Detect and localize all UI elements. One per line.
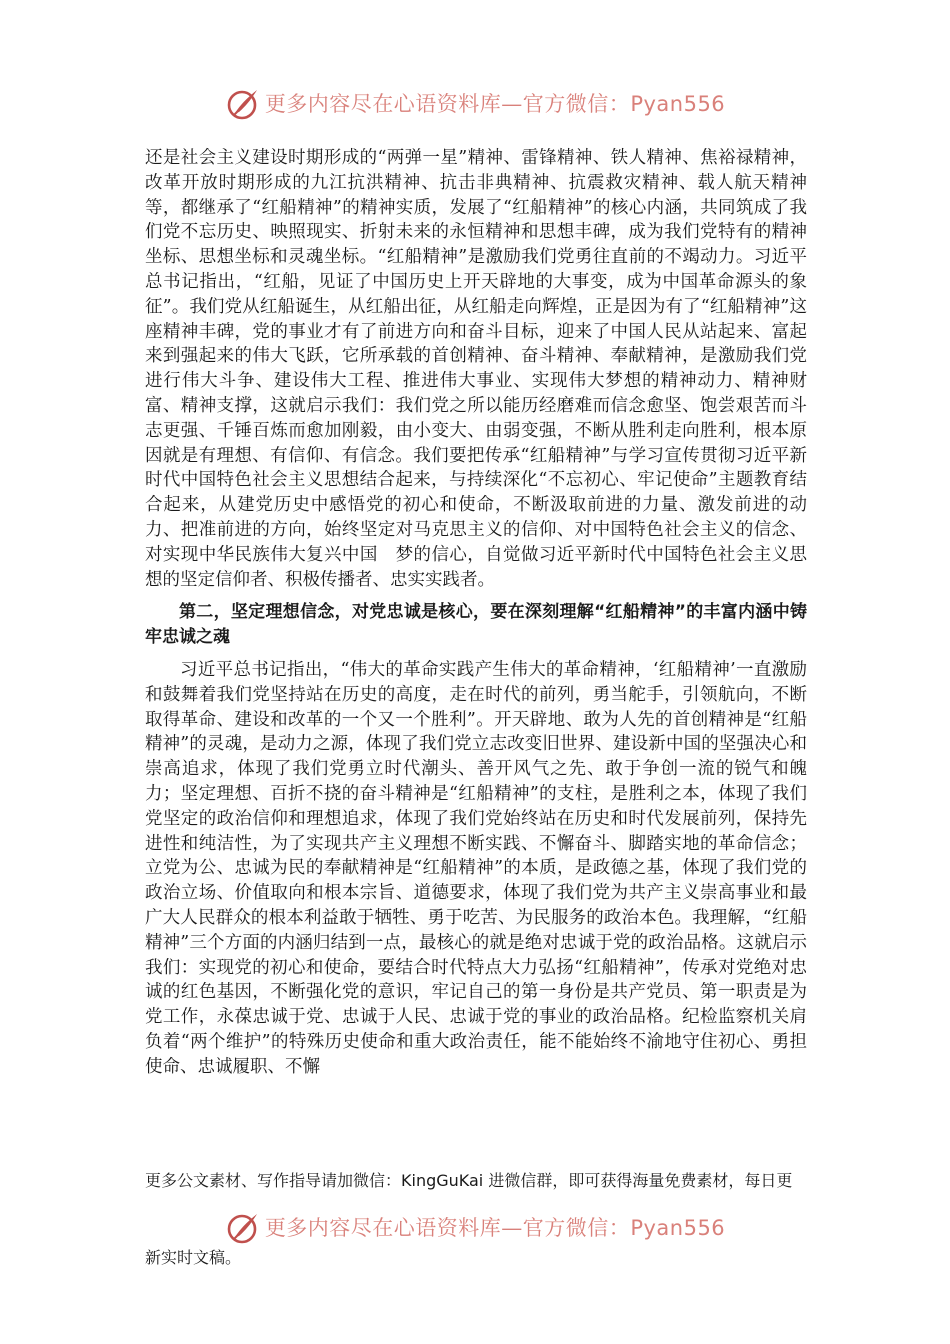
footer-note: 更多公文素材、写作指导请加微信：KingGuKai 进微信群，即可获得海量免费素材，每日更 — [145, 1171, 793, 1190]
body-paragraph-1: 还是社会主义建设时期形成的“两弹一星”精神、雷锋精神、铁人精神、焦裕禄精神，改革开放时期形成的九江抗洪精神、抗击非典精神、抗震救灾精神、载人航天精神等，都继承了“红船精神”的精神实质，发展了“红船精神”的核心内涵，共同筑成了我们党不忘历史、映照现实、折射未来的永恒精神和思想丰碑，成为我们党特有的精神坐标、思想坐标和灵魂坐标。“红船精神”是激励我们党勇往直前的不竭动力。习近平总书记指出，“红船，见证了中国历史上开天辟地的大事变，成为中国革命源头的象征”。我们党从红船诞生，从红船出征，从红船走向辉煌，正是因为有了“红船精神”这座精神丰碑，党的事业才有了前进方向和奋斗目标，迎来了中国人民从站起来、富起来到强起来的伟大飞跃，它所承载的首创精神、奋斗精神、奉献精神，是激励我们党进行伟大斗争、建设伟大工程、推进伟大事业、实现伟大梦想的精神动力、精神财富、精神支撑，这就启示我们：我们党之所以能历经磨难而信念愈坚、饱尝艰苦而斗志更强、千锤百炼而愈加刚毅，由小变大、由弱变强，不断从胜利走向胜利，根本原因就是有理想、有信仰、有信念。我们要把传承“红船精神”与学习宣传贯彻习近平新时代中国特色社会主义思想结合起来，与持续深化“不忘初心、牢记使命”主题教育结合起来，从建党历史中感悟党的初心和使命，不断汲取前进的力量、激发前进的动力、把准前进的方向，始终坚定对马克思主义的信仰、对中国特色社会主义的信念、对实现中华民族伟大复兴中国 梦的信心，自觉做习近平新时代中国特色社会主义思想的坚定信仰者、积极传播者、忠实实践者。 — [145, 148, 807, 590]
header-watermark-banner — [0, 84, 950, 124]
footer-banner-library: 更多内容尽在心语资料库—官方微信： — [264, 1216, 631, 1240]
footer-note-continuation: 新实时文稿。 — [145, 1248, 242, 1267]
footer-banner-handle: Pyan556 — [630, 1216, 726, 1240]
header-banner-text — [265, 86, 725, 122]
body-paragraph-2: 习近平总书记指出，“伟大的革命实践产生伟大的革命精神，‘红船精神’一直激励和鼓舞着我们党坚持站在历史的高度，走在时代的前列，勇当舵手，引领航向，不断取得革命、建设和改革的一个又一个胜利”。开天辟地、敢为人先的首创精神是“红船精神”的灵魂，是动力之源，体现了我们党立志改变旧世界、建设新中国的坚强决心和崇高追求，体现了我们党勇立时代潮头、善开风气之先、敢于争创一流的锐气和魄力；坚定理想、百折不挠的奋斗精神是“红船精神”的支柱，是胜利之本，体现了我们党坚定的政治信仰和理想追求，体现了我们党始终站在历史和时代发展前列，保持先进性和纯洁性，为了实现共产主义理想不断实践、不懈奋斗、脚踏实地的革命信念；立党为公、忠诚为民的奉献精神是“红船精神”的本质，是政德之基，体现了我们党的政治立场、价值取向和根本宗旨、道德要求，体现了我们党为共产主义崇高事业和最广大人民群众的根本利益敢于牺牲、勇于吃苦、为民服务的政治本色。我理解，“红船精神”三个方面的内涵归结到一点，最核心的就是绝对忠诚于党的政治品格。这就启示我们：实现党的初心和使命，要结合时代特点大力弘扬“红船精神”，传承对党绝对忠诚的红色基因，不断强化党的意识，牢记自己的第一身份是共产党员、第一职责是为党工作，永葆忠诚于党、忠诚于人民、忠诚于党的事业的政治品格。纪检监察机关肩负着“两个维护”的特殊历史使命和重大政治责任，能不能始终不渝地守住初心、勇担使命、忠诚履职、不懈 — [145, 659, 807, 1077]
section-heading: 第二，坚定理想信念，对党忠诚是核心，要在深刻理解“红船精神”的丰富内涵中铸牢忠诚之魂 — [145, 602, 807, 648]
header-banner-library: 更多内容尽在心语资料库—官方微信： — [264, 92, 631, 116]
quill-logo-icon — [225, 86, 261, 122]
document-body — [145, 146, 807, 1079]
footer-watermark-banner — [0, 1208, 950, 1248]
footer-banner-text — [265, 1210, 725, 1246]
header-banner-handle: Pyan556 — [630, 92, 726, 116]
quill-logo-icon — [225, 1210, 261, 1246]
